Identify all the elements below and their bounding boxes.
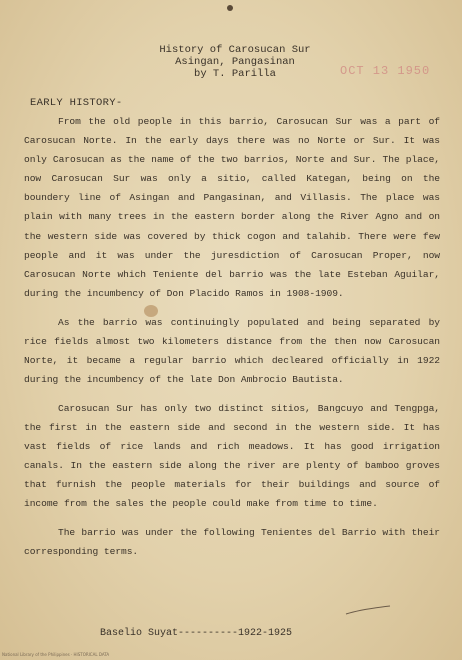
- document-title-block: [120, 44, 350, 80]
- paragraph: The barrio was under the following Tenientes del Barrio with their corresponding terms.: [24, 526, 440, 557]
- document-body: [24, 112, 440, 570]
- pen-mark-icon: [344, 604, 392, 616]
- document-title: History of Carosucan Sur: [159, 44, 311, 56]
- punch-hole-icon: [227, 5, 233, 11]
- archive-footer: National Library of the Philippines · HISTORICAL DATA: [2, 652, 110, 657]
- paragraph: As the barrio was continuingly populated and being separated by rice fields almost two kilometers distance from the then now Carosucan Norte, it became a regular barrio which decleared officially in 1922 during the incumbency of the late Don Ambrocio Bautista.: [24, 316, 440, 385]
- document-author: by T. Parilla: [194, 68, 276, 80]
- section-heading: EARLY HISTORY-: [30, 97, 123, 109]
- ink-smudge: [144, 305, 158, 317]
- official-entry: Baselio Suyat----------1922-1925: [100, 628, 293, 639]
- paragraph: Carosucan Sur has only two distinct sitios, Bangcuyo and Tengpga, the first in the eastern side and second in the western side. It has vast fields of rice lands and rich meadows. It has good irrigation canals. In the eastern side along the river are plenty of bamboo groves that furnish the people materials for their buildings and source of income from the sales the people could make from time to time.: [24, 402, 440, 509]
- date-stamp: OCT 13 1950: [340, 64, 431, 78]
- paragraph: From the old people in this barrio, Carosucan Sur was a part of Carosucan Norte. In the early days there was no Norte or Sur. It was only Carosucan as the name of the two barrios, Norte and Sur. The place, now Carosucan Sur was only a sitio, called Kategan, being on the boundery line of Asingan and Pangasinan, and Villasis. The place was plain with many trees in the eastern border along the River Agno and on the western side was covered by thick cogon and talahib. There were few people and it was under the juresdiction of Carosucan Proper, now Carosucan Norte which Teniente del barrio was the late Esteban Aguilar, during the incumbency of Don Placido Ramos in 1908-1909.: [24, 116, 440, 299]
- document-location: Asingan, Pangasinan: [175, 56, 295, 68]
